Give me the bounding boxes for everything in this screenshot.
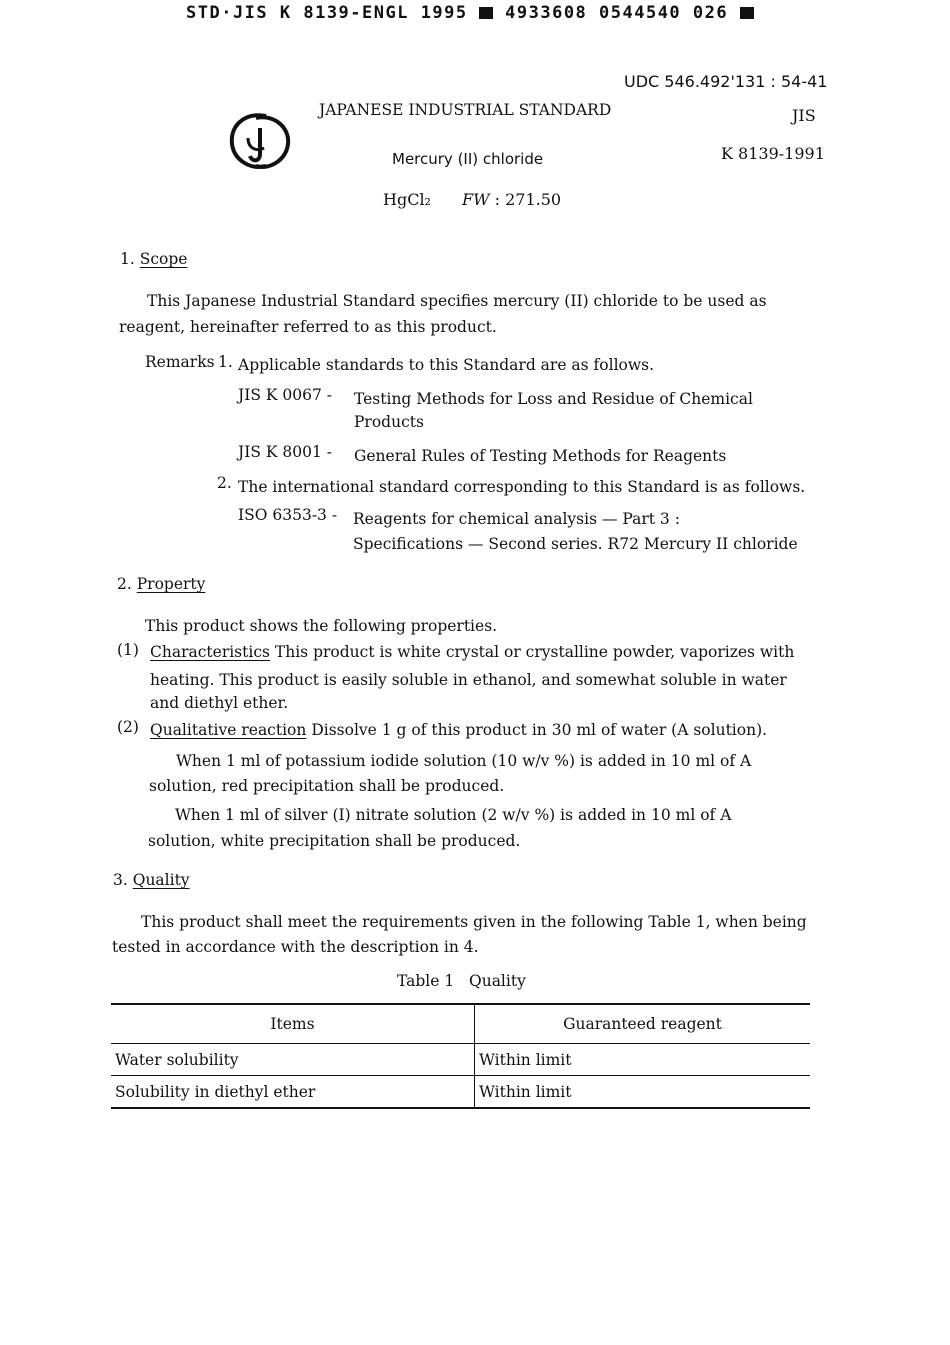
fw-value: : 271.50	[494, 190, 562, 209]
list-item-line	[150, 721, 767, 739]
section-3-heading	[113, 871, 190, 889]
item-heading: Characteristics	[150, 643, 270, 661]
header-stamp-part2: 4933608 0544540 026	[505, 3, 729, 23]
remarks-label: Remarks	[145, 353, 215, 371]
scope-para-line: reagent, hereinafter referred to as this product.	[119, 318, 497, 336]
section-number: 2.	[117, 575, 132, 593]
item-text: Dissolve 1 g of this product in 30 ml of water (A solution).	[311, 721, 768, 739]
list-item-number: (1)	[117, 641, 139, 659]
list-item-number: (2)	[117, 718, 139, 736]
table-header-row	[111, 1004, 810, 1044]
redaction-block	[479, 7, 493, 19]
remark-text: Applicable standards to this Standard are as follows.	[238, 356, 655, 374]
section-title: Quality	[132, 871, 190, 889]
list-item-line: and diethyl ether.	[150, 694, 289, 712]
standard-number: K 8139-1991	[721, 144, 825, 163]
quality-para-line: This product shall meet the requirements given in the following Table 1, when being	[141, 913, 807, 931]
item-heading: Qualitative reaction	[150, 721, 307, 739]
table-cell: Water solubility	[111, 1044, 475, 1076]
table-cell: Solubility in diethyl ether	[111, 1076, 475, 1109]
standard-organization: JAPANESE INDUSTRIAL STANDARD	[319, 101, 612, 119]
table-cell: Within limit	[475, 1044, 811, 1076]
list-item-line: When 1 ml of silver (I) nitrate solution (2 w/v %) is added in 10 ml of A	[175, 806, 732, 824]
standard-code: ISO 6353-3 -	[238, 506, 338, 524]
standard-code: JIS K 0067 -	[238, 386, 332, 404]
table-header-cell: Items	[111, 1004, 475, 1044]
quality-para-line: tested in accordance with the description in 4.	[112, 938, 479, 956]
item-text: This product is white crystal or crystalline powder, vaporizes with	[274, 643, 795, 661]
formula-weight	[462, 190, 561, 209]
section-number: 3.	[113, 871, 128, 889]
list-item-line: When 1 ml of potassium iodide solution (10 w/v %) is added in 10 ml of A	[176, 752, 752, 770]
list-item-line: solution, red precipitation shall be produced.	[149, 777, 505, 795]
table-row	[111, 1044, 810, 1076]
remark-text: The international standard corresponding to this Standard is as follows.	[238, 478, 806, 496]
section-2-heading	[117, 575, 205, 593]
jis-logo-icon	[226, 108, 296, 174]
standard-title: General Rules of Testing Methods for Reagents	[354, 447, 727, 465]
standard-title: Testing Methods for Loss and Residue of Chemical	[354, 390, 753, 408]
list-item-line	[150, 643, 794, 661]
section-title: Scope	[139, 250, 188, 268]
list-item-line: heating. This product is easily soluble in ethanol, and somewhat soluble in water	[150, 671, 787, 689]
chemical-formula: HgCl₂	[383, 190, 431, 209]
section-number: 1.	[120, 250, 135, 268]
quality-table	[111, 1003, 810, 1109]
remark-number: 1.	[218, 353, 233, 371]
jis-label: JIS	[792, 106, 816, 125]
udc-number: UDC 546.492'131 : 54-41	[624, 72, 828, 91]
standard-title: Specifications — Second series. R72 Mercury II chloride	[353, 535, 798, 553]
remark-number: 2.	[217, 474, 232, 492]
section-1-heading	[120, 250, 187, 268]
redaction-block	[740, 7, 754, 19]
property-intro: This product shows the following properties.	[145, 617, 498, 635]
standard-title: Products	[354, 413, 424, 431]
document-title: Mercury (II) chloride	[392, 150, 544, 168]
table-cell: Within limit	[475, 1076, 811, 1109]
standard-title: Reagents for chemical analysis — Part 3 :	[353, 510, 680, 528]
scope-para-line: This Japanese Industrial Standard specifies mercury (II) chloride to be used as	[147, 292, 767, 310]
fw-label: FW	[462, 190, 490, 209]
header-stamp-part1: STD·JIS K 8139-ENGL 1995	[186, 3, 468, 23]
header-stamp-line	[186, 3, 754, 23]
table-caption: Table 1 Quality	[397, 972, 526, 990]
table-row	[111, 1076, 810, 1109]
table-header-cell: Guaranteed reagent	[475, 1004, 811, 1044]
standard-code: JIS K 8001 -	[238, 443, 332, 461]
section-title: Property	[136, 575, 206, 593]
list-item-line: solution, white precipitation shall be produced.	[148, 832, 521, 850]
